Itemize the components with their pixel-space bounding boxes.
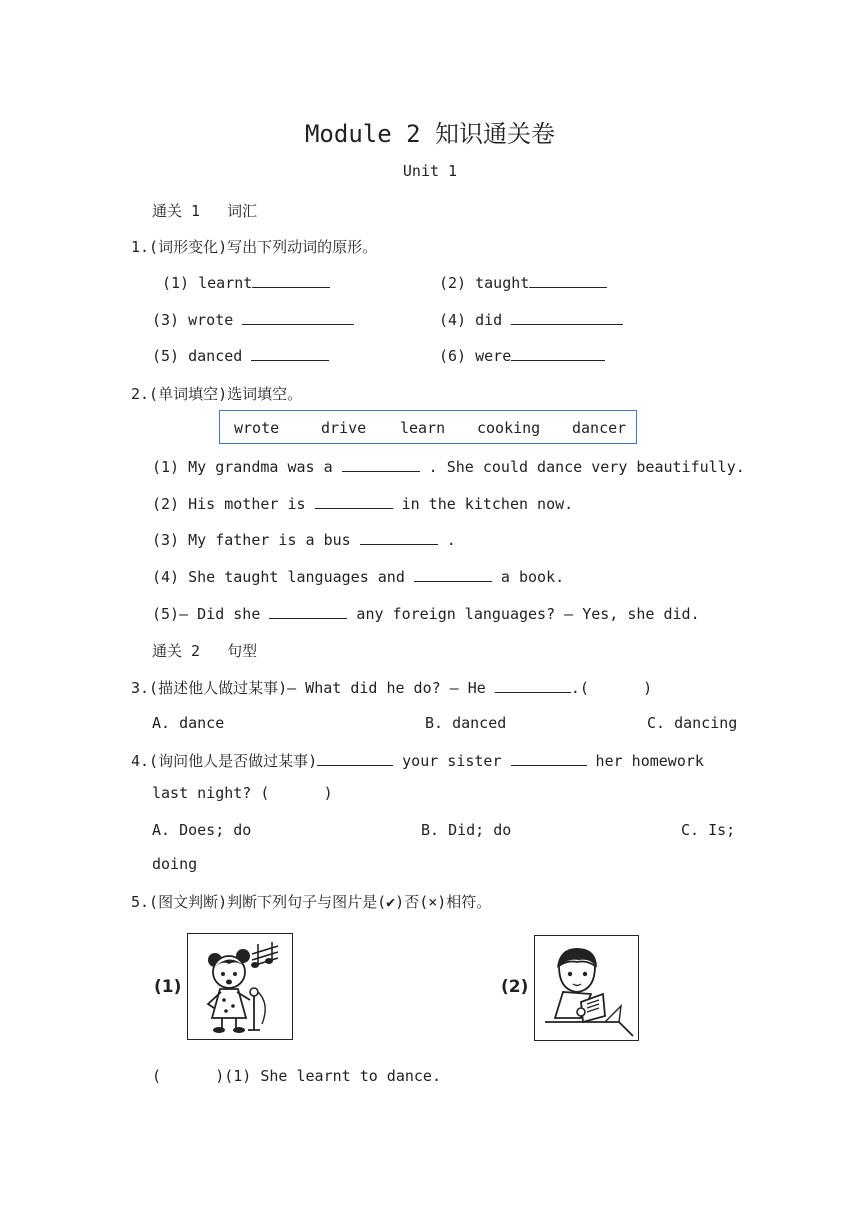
sentence-text: in the kitchen now.	[392, 495, 574, 513]
q4-option-b[interactable]: B. Did; do	[421, 821, 512, 839]
stem-text: her homework	[586, 752, 704, 770]
boy-reading-picture	[534, 935, 639, 1041]
answer-blank[interactable]	[360, 530, 438, 545]
q1-item	[162, 273, 330, 292]
q4-stem-line2: last night? ( )	[152, 784, 333, 802]
q1-item-label: (4) did	[439, 311, 503, 329]
q1-item	[152, 346, 329, 365]
q3-stem	[131, 677, 652, 698]
answer-blank[interactable]	[529, 273, 607, 288]
answer-blank[interactable]	[511, 346, 605, 361]
stem-text: 4.(询问他人是否做过某事)	[131, 752, 318, 770]
q3-option-b[interactable]: B. danced	[425, 714, 507, 732]
q2-sentence	[152, 567, 564, 586]
sentence-text: (2) His mother is	[152, 495, 315, 513]
word-bank-item: drive	[321, 419, 367, 437]
sentence-text: (4) She taught languages and	[152, 568, 414, 586]
answer-blank[interactable]	[315, 494, 393, 509]
stem-text: your sister	[393, 752, 511, 770]
q4-stem	[131, 750, 704, 771]
q1-item-label: (3) wrote	[152, 311, 234, 329]
answer-blank[interactable]	[342, 457, 420, 472]
word-bank-item: wrote	[234, 419, 280, 437]
sentence-text: a book.	[491, 568, 565, 586]
answer-blank[interactable]	[414, 567, 492, 582]
answer-blank[interactable]	[495, 678, 571, 693]
section-1-label: 通关 1 词汇	[152, 202, 258, 220]
q2-stem: 2.(单词填空)选词填空。	[131, 385, 303, 403]
q1-item-label: (2) taught	[439, 274, 530, 292]
page-title: Module 2 知识通关卷	[304, 120, 556, 148]
boy-reading-illustration	[535, 936, 638, 1040]
page-subtitle: Unit 1	[402, 162, 458, 180]
q2-sentence	[152, 494, 573, 513]
answer-blank[interactable]	[252, 273, 330, 288]
q5-stem: 5.(图文判断)判断下列句子与图片是(✔)否(×)相符。	[131, 893, 492, 911]
answer-blank[interactable]	[251, 346, 329, 361]
q1-item	[439, 346, 605, 365]
word-bank-item: learn	[400, 419, 446, 437]
sentence-text: (3) My father is a bus	[152, 531, 360, 549]
sentence-text: (1) My grandma was a	[152, 458, 342, 476]
q3-option-c[interactable]: C. dancing	[647, 714, 738, 732]
sentence-text: any foreign languages? — Yes, she did.	[347, 605, 700, 623]
q4-option-c-wrap: doing	[152, 855, 198, 873]
q2-sentence	[152, 457, 745, 476]
answer-blank[interactable]	[242, 310, 354, 325]
section-2-label: 通关 2 句型	[152, 642, 258, 660]
q1-item	[439, 310, 623, 329]
stem-text: .( )	[570, 679, 653, 697]
q1-item-label: (5) danced	[152, 347, 243, 365]
q4-option-a[interactable]: A. Does; do	[152, 821, 252, 839]
q1-item	[152, 310, 354, 329]
word-bank-item: cooking	[477, 419, 541, 437]
q2-sentence	[152, 604, 700, 623]
stem-text: 3.(描述他人做过某事)— What did he do? — He	[131, 679, 495, 697]
q1-item-label: (6) were	[439, 347, 512, 365]
word-bank-item: dancer	[572, 419, 627, 437]
q4-option-c[interactable]: C. Is;	[681, 821, 736, 839]
q3-option-a[interactable]: A. dance	[152, 714, 225, 732]
girl-singing-illustration	[188, 934, 292, 1039]
girl-singing-picture	[187, 933, 293, 1040]
answer-blank[interactable]	[511, 751, 587, 766]
answer-blank[interactable]	[511, 310, 623, 325]
sentence-text: . She could dance very beautifully.	[419, 458, 745, 476]
sentence-text: (5)— Did she	[152, 605, 270, 623]
q2-sentence	[152, 530, 456, 549]
picture-2-label: (2)	[501, 977, 529, 997]
answer-blank[interactable]	[269, 604, 347, 619]
picture-1-label: (1)	[154, 977, 182, 997]
q5-statement-1: ( )(1) She learnt to dance.	[152, 1067, 441, 1085]
q1-stem: 1.(词形变化)写出下列动词的原形。	[131, 238, 378, 256]
q1-item-label: (1) learnt	[162, 274, 253, 292]
sentence-text: .	[437, 531, 456, 549]
q1-item	[439, 273, 607, 292]
answer-blank[interactable]	[317, 751, 393, 766]
word-bank-box	[219, 410, 637, 444]
